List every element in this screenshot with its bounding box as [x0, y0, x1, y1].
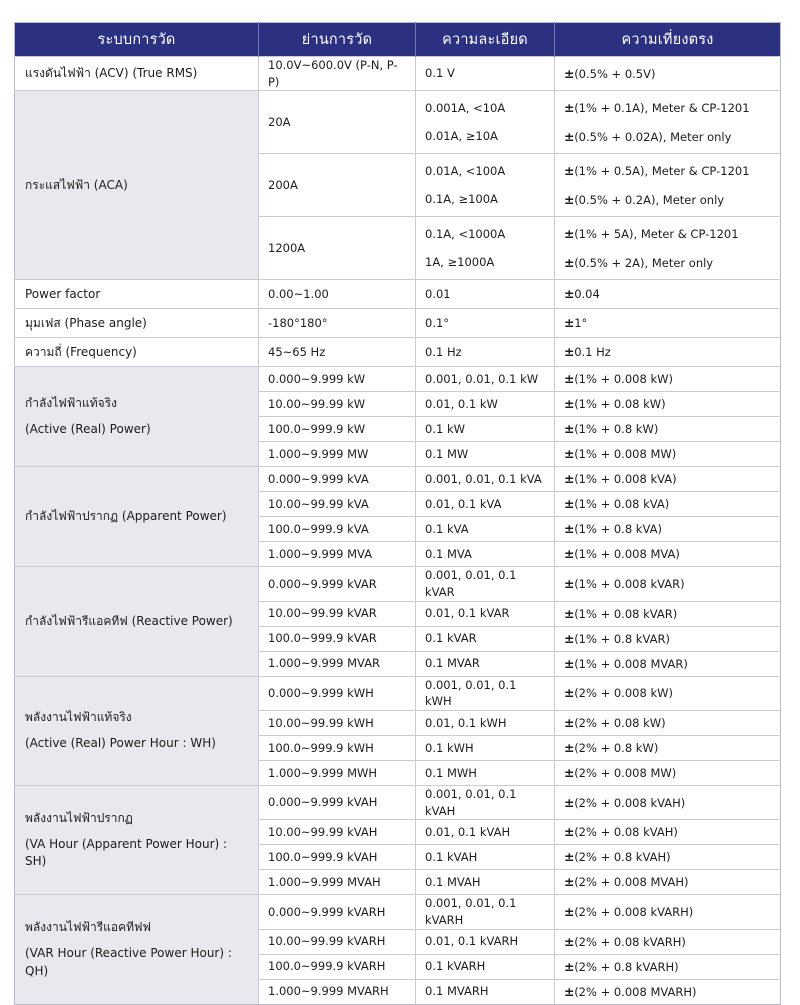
- column-header-measurement-system: ระบบการวัด: [15, 23, 259, 57]
- resolution-cell: 0.1 V: [416, 57, 555, 91]
- measurement-range-cell: 1.000~9.999 MVA: [259, 542, 416, 567]
- accuracy-cell: ±(1% + 0.008 kVAR): [555, 567, 781, 601]
- column-header-measurement-range: ย่านการวัด: [259, 23, 416, 57]
- resolution-cell: 0.1 MWH: [416, 761, 555, 786]
- resolution-cell: 0.1 MVARH: [416, 979, 555, 1004]
- measurement-range-cell: 1.000~9.999 MW: [259, 442, 416, 467]
- resolution-cell: 0.001, 0.01, 0.1 kW: [416, 367, 555, 392]
- accuracy-cell: ±(1% + 0.008 kVA): [555, 467, 781, 492]
- accuracy-cell: ±(1% + 0.8 kVA): [555, 517, 781, 542]
- table-row: [15, 676, 781, 710]
- measurement-range-cell: 10.00~99.99 kVAR: [259, 601, 416, 626]
- resolution-cell: 0.01, 0.1 kW: [416, 392, 555, 417]
- column-header-accuracy: ความเที่ยงตรง: [555, 23, 781, 57]
- measurement-category-cell: แรงดันไฟฟ้า (ACV) (True RMS): [15, 57, 259, 91]
- accuracy-cell: ±(2% + 0.008 kVARH): [555, 895, 781, 929]
- measurement-category-cell: กำลังไฟฟ้ารีแอคทีฟ (Reactive Power): [15, 567, 259, 676]
- measurement-range-cell: 100.0~999.9 kVAR: [259, 626, 416, 651]
- accuracy-cell: ±(1% + 0.8 kVAR): [555, 626, 781, 651]
- table-row: [15, 895, 781, 929]
- accuracy-cell: ±(2% + 0.8 kVARH): [555, 954, 781, 979]
- specification-table-container: [14, 22, 780, 1005]
- measurement-range-cell: 100.0~999.9 kVA: [259, 517, 416, 542]
- resolution-cell: 0.1 kWH: [416, 736, 555, 761]
- accuracy-cell: ±(1% + 0.08 kVA): [555, 492, 781, 517]
- measurement-range-cell: 0.000~9.999 kVAH: [259, 786, 416, 820]
- measurement-range-cell: 0.000~9.999 kVA: [259, 467, 416, 492]
- accuracy-cell: ±(1% + 0.1A), Meter & CP-1201 ±(0.5% + 0.02A), Meter only: [555, 91, 781, 154]
- measurement-category-cell: กระแสไฟฟ้า (ACA): [15, 91, 259, 280]
- resolution-cell: 0.01: [416, 280, 555, 309]
- accuracy-cell: ±(2% + 0.08 kVAH): [555, 820, 781, 845]
- measurement-range-cell: 0.000~9.999 kW: [259, 367, 416, 392]
- measurement-range-cell: 45~65 Hz: [259, 338, 416, 367]
- accuracy-cell: ±(2% + 0.08 kVARH): [555, 929, 781, 954]
- measurement-range-cell: 1200A: [259, 217, 416, 280]
- accuracy-cell: ±(0.5% + 0.5V): [555, 57, 781, 91]
- resolution-cell: 0.01, 0.1 kWH: [416, 711, 555, 736]
- measurement-range-cell: 0.00~1.00: [259, 280, 416, 309]
- measurement-range-cell: 100.0~999.9 kW: [259, 417, 416, 442]
- accuracy-cell: ±(1% + 0.8 kW): [555, 417, 781, 442]
- resolution-cell: 0.1 kVAH: [416, 845, 555, 870]
- resolution-cell: 0.1 kVA: [416, 517, 555, 542]
- accuracy-cell: ±(1% + 5A), Meter & CP-1201 ±(0.5% + 2A), Meter only: [555, 217, 781, 280]
- resolution-cell: 0.1 MW: [416, 442, 555, 467]
- table-row: [15, 367, 781, 392]
- table-row: [15, 57, 781, 91]
- table-row: [15, 467, 781, 492]
- measurement-range-cell: 1.000~9.999 MVAH: [259, 870, 416, 895]
- resolution-cell: 0.001, 0.01, 0.1 kWH: [416, 676, 555, 710]
- resolution-cell: 0.1 kW: [416, 417, 555, 442]
- measurement-category-cell: Power factor: [15, 280, 259, 309]
- resolution-cell: 0.01A, <100A 0.1A, ≥100A: [416, 154, 555, 217]
- resolution-cell: 0.1 MVA: [416, 542, 555, 567]
- resolution-cell: 0.1°: [416, 309, 555, 338]
- measurement-range-cell: 1.000~9.999 MVAR: [259, 651, 416, 676]
- measurement-category-cell: ความถี่ (Frequency): [15, 338, 259, 367]
- accuracy-cell: ±(1% + 0.08 kW): [555, 392, 781, 417]
- table-row: [15, 91, 781, 154]
- measurement-category-cell: มุมเฟส (Phase angle): [15, 309, 259, 338]
- measurement-range-cell: 100.0~999.9 kVARH: [259, 954, 416, 979]
- resolution-cell: 0.1 MVAH: [416, 870, 555, 895]
- measurement-range-cell: 10.00~99.99 kVA: [259, 492, 416, 517]
- resolution-cell: 0.01, 0.1 kVAR: [416, 601, 555, 626]
- accuracy-cell: ±(2% + 0.008 kVAH): [555, 786, 781, 820]
- table-header: [15, 23, 781, 57]
- resolution-cell: 0.1 MVAR: [416, 651, 555, 676]
- resolution-cell: 0.001, 0.01, 0.1 kVA: [416, 467, 555, 492]
- resolution-cell: 0.1 kVAR: [416, 626, 555, 651]
- measurement-category-cell: กำลังไฟฟ้าปรากฏ (Apparent Power): [15, 467, 259, 567]
- table-row: [15, 786, 781, 820]
- resolution-cell: 0.01, 0.1 kVARH: [416, 929, 555, 954]
- resolution-cell: 0.01, 0.1 kVAH: [416, 820, 555, 845]
- table-row: [15, 309, 781, 338]
- accuracy-cell: ±(1% + 0.008 MVAR): [555, 651, 781, 676]
- accuracy-cell: ±(1% + 0.008 kW): [555, 367, 781, 392]
- accuracy-cell: ±0.1 Hz: [555, 338, 781, 367]
- measurement-category-cell: กำลังไฟฟ้าแท้จริง (Active (Real) Power): [15, 367, 259, 467]
- table-body: [15, 57, 781, 1005]
- accuracy-cell: ±(2% + 0.8 kW): [555, 736, 781, 761]
- table-row: [15, 280, 781, 309]
- accuracy-cell: ±(2% + 0.008 kW): [555, 676, 781, 710]
- measurement-range-cell: 100.0~999.9 kVAH: [259, 845, 416, 870]
- measurement-range-cell: 1.000~9.999 MWH: [259, 761, 416, 786]
- accuracy-cell: ±1°: [555, 309, 781, 338]
- table-row: [15, 338, 781, 367]
- measurement-category-cell: พลังงานไฟฟ้าปรากฏ (VA Hour (Apparent Power Hour) : SH): [15, 786, 259, 895]
- accuracy-cell: ±(1% + 0.5A), Meter & CP-1201 ±(0.5% + 0.2A), Meter only: [555, 154, 781, 217]
- resolution-cell: 0.01, 0.1 kVA: [416, 492, 555, 517]
- measurement-range-cell: 0.000~9.999 kVAR: [259, 567, 416, 601]
- accuracy-cell: ±(2% + 0.8 kVAH): [555, 845, 781, 870]
- measurement-range-cell: 10.00~99.99 kWH: [259, 711, 416, 736]
- measurement-range-cell: 100.0~999.9 kWH: [259, 736, 416, 761]
- measurement-range-cell: 10.0V~600.0V (P-N, P-P): [259, 57, 416, 91]
- measurement-category-cell: พลังงานไฟฟ้าแท้จริง (Active (Real) Power Hour : WH): [15, 676, 259, 785]
- measurement-range-cell: 10.00~99.99 kW: [259, 392, 416, 417]
- accuracy-cell: ±0.04: [555, 280, 781, 309]
- table-row: [15, 567, 781, 601]
- measurement-specification-table: [14, 22, 781, 1005]
- header-row: [15, 23, 781, 57]
- resolution-cell: 0.001, 0.01, 0.1 kVAH: [416, 786, 555, 820]
- measurement-range-cell: 10.00~99.99 kVARH: [259, 929, 416, 954]
- measurement-range-cell: -180°180°: [259, 309, 416, 338]
- resolution-cell: 0.001, 0.01, 0.1 kVARH: [416, 895, 555, 929]
- resolution-cell: 0.001A, <10A 0.01A, ≥10A: [416, 91, 555, 154]
- resolution-cell: 0.1 kVARH: [416, 954, 555, 979]
- measurement-range-cell: 0.000~9.999 kVARH: [259, 895, 416, 929]
- measurement-category-cell: พลังงานไฟฟ้ารีแอคทีฟฟ (VAR Hour (Reactive Power Hour) : QH): [15, 895, 259, 1004]
- accuracy-cell: ±(1% + 0.008 MVA): [555, 542, 781, 567]
- accuracy-cell: ±(1% + 0.008 MW): [555, 442, 781, 467]
- accuracy-cell: ±(2% + 0.008 MVAH): [555, 870, 781, 895]
- measurement-range-cell: 0.000~9.999 kWH: [259, 676, 416, 710]
- accuracy-cell: ±(1% + 0.08 kVAR): [555, 601, 781, 626]
- resolution-cell: 0.1 Hz: [416, 338, 555, 367]
- measurement-range-cell: 1.000~9.999 MVARH: [259, 979, 416, 1004]
- measurement-range-cell: 10.00~99.99 kVAH: [259, 820, 416, 845]
- resolution-cell: 0.001, 0.01, 0.1 kVAR: [416, 567, 555, 601]
- measurement-range-cell: 20A: [259, 91, 416, 154]
- measurement-range-cell: 200A: [259, 154, 416, 217]
- accuracy-cell: ±(2% + 0.08 kW): [555, 711, 781, 736]
- accuracy-cell: ±(2% + 0.008 MW): [555, 761, 781, 786]
- accuracy-cell: ±(2% + 0.008 MVARH): [555, 979, 781, 1004]
- column-header-resolution: ความละเอียด: [416, 23, 555, 57]
- resolution-cell: 0.1A, <1000A 1A, ≥1000A: [416, 217, 555, 280]
